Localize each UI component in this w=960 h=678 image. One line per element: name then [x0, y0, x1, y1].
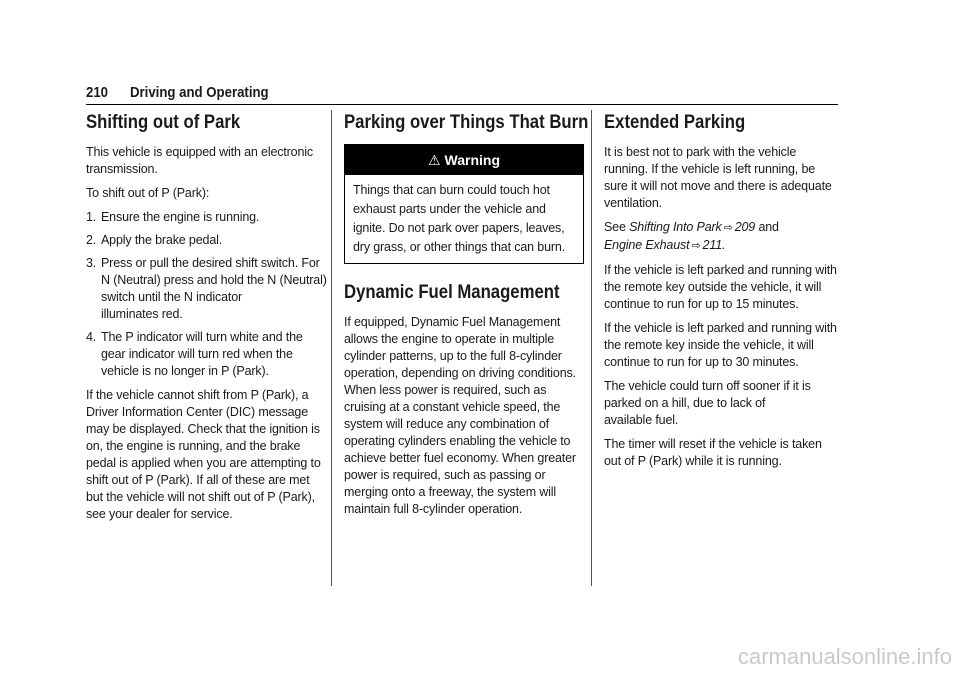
- text-line: This vehicle is equipped with an electronic: [86, 145, 314, 159]
- text-line: Press or pull the desired shift switch. For: [101, 256, 320, 270]
- dic-paragraph: [86, 387, 326, 523]
- text-line: sure it will not move and there is adequate: [604, 179, 832, 193]
- text-line: N (Neutral) press and hold the N (Neutral): [101, 273, 327, 287]
- text-line: pedal is applied when you are attempting to: [86, 456, 321, 470]
- heading-shifting-out-of-park: Shifting out of Park: [86, 112, 241, 133]
- heading-parking-over-things: Parking over Things That Burn: [344, 112, 589, 133]
- text-line: switch until the N indicator: [101, 290, 243, 304]
- text-line: If equipped, Dynamic Fuel Management: [344, 315, 561, 329]
- page-header: [86, 84, 838, 105]
- text-line: illuminates red.: [101, 307, 183, 321]
- text-line: If the vehicle is left parked and running with: [604, 263, 837, 277]
- text-line: merging onto a freeway, the system will: [344, 485, 557, 499]
- text-line: It is best not to park with the vehicle: [604, 145, 797, 159]
- cross-reference-paragraph: [604, 219, 844, 255]
- link-engine-exhaust[interactable]: Engine Exhaust: [604, 238, 690, 252]
- text-line: running. If the vehicle is left running, be: [604, 162, 816, 176]
- paragraph: [604, 378, 844, 429]
- text-line: [604, 219, 844, 237]
- text-line: Ensure the engine is running.: [101, 210, 260, 224]
- text-line: The timer will reset if the vehicle is taken: [604, 437, 822, 451]
- heading-dynamic-fuel-management: Dynamic Fuel Management: [344, 282, 560, 303]
- paragraph: [604, 144, 844, 212]
- text-line: the remote key inside the vehicle, it will: [604, 338, 814, 352]
- list-item: [86, 232, 326, 249]
- page-ref[interactable]: 211.: [702, 238, 726, 252]
- text-line: parked on a hill, due to lack of: [604, 396, 766, 410]
- intro-paragraph: [86, 144, 326, 178]
- text-line: operation, depending on driving conditions.: [344, 366, 576, 380]
- text-line: The vehicle could turn off sooner if it is: [604, 379, 811, 393]
- column-divider: [331, 110, 332, 586]
- column-divider: [591, 110, 592, 586]
- arrow-icon: ⇨: [691, 240, 701, 252]
- list-item: [86, 255, 326, 323]
- text-line: ignite. Do not park over papers, leaves,: [353, 221, 565, 235]
- text-line: shift out of P (Park). If all of these are met: [86, 473, 310, 487]
- text-line: continue to run for up to 30 minutes.: [604, 355, 799, 369]
- arrow-icon: ⇨: [723, 222, 733, 234]
- text-line: system will reduce any combination of: [344, 417, 549, 431]
- text-line: out of P (Park) while it is running.: [604, 454, 782, 468]
- warning-box: [344, 144, 584, 264]
- text-line: If the vehicle cannot shift from P (Park), a: [86, 388, 309, 402]
- section-title: Driving and Operating: [130, 84, 269, 101]
- text-line: vehicle is no longer in P (Park).: [101, 364, 269, 378]
- watermark: carmanualsonline.info: [737, 644, 952, 669]
- text-line: Things that can burn could touch hot: [353, 183, 550, 197]
- steps-list: [86, 209, 326, 380]
- dfm-paragraph: [344, 314, 584, 518]
- text-line: but the vehicle will not shift out of P (Park),: [86, 490, 315, 504]
- text-line: continue to run for up to 15 minutes.: [604, 297, 799, 311]
- step-number: 1.: [86, 210, 97, 224]
- text-line: transmission.: [86, 162, 158, 176]
- link-shifting-into-park[interactable]: Shifting Into Park: [629, 220, 722, 234]
- text-line: dry grass, or other things that can burn.: [353, 240, 566, 254]
- paragraph: [604, 436, 844, 470]
- text-line: Driver Information Center (DIC) message: [86, 405, 308, 419]
- text-line: When less power is required, such as: [344, 383, 547, 397]
- text-line: allows the engine to operate in multiple: [344, 332, 555, 346]
- column-parking: [344, 110, 589, 525]
- text-line: achieve better fuel economy. When greater: [344, 451, 576, 465]
- text-line: If the vehicle is left parked and running with: [604, 321, 837, 335]
- and-text: and: [758, 220, 779, 234]
- page-ref[interactable]: 209: [734, 220, 756, 234]
- text-line: the remote key outside the vehicle, it will: [604, 280, 822, 294]
- text-line: ventilation.: [604, 196, 662, 210]
- see-text: See: [604, 220, 626, 234]
- text-line: maintain full 8-cylinder operation.: [344, 502, 523, 516]
- text-line: cruising at a constant vehicle speed, the: [344, 400, 561, 414]
- text-line: power is required, such as passing or: [344, 468, 546, 482]
- warning-text: [345, 175, 583, 263]
- text-line: operating cylinders enabling the vehicle to: [344, 434, 571, 448]
- heading-extended-parking: Extended Parking: [604, 112, 746, 133]
- text-line: gear indicator will turn red when the: [101, 347, 293, 361]
- text-line: To shift out of P (Park):: [86, 186, 210, 200]
- column-shifting: [86, 110, 326, 530]
- text-line: on, the engine is running, and the brake: [86, 439, 301, 453]
- text-line: see your dealer for service.: [86, 507, 233, 521]
- text-line: available fuel.: [604, 413, 679, 427]
- text-line: may be displayed. Check that the ignition is: [86, 422, 320, 436]
- text-line: [604, 237, 844, 255]
- text-line: cylinder patterns, up to the full 8-cylinder: [344, 349, 562, 363]
- steps-lead: [86, 185, 326, 202]
- paragraph: [604, 320, 844, 371]
- step-number: 3.: [86, 256, 97, 270]
- text-line: Apply the brake pedal.: [101, 233, 223, 247]
- text-line: The P indicator will turn white and the: [101, 330, 303, 344]
- step-number: 4.: [86, 330, 97, 344]
- warning-icon: ⚠: [427, 152, 441, 168]
- list-item: [86, 209, 326, 226]
- warning-label: Warning: [444, 152, 501, 168]
- warning-header: [345, 145, 583, 175]
- page-number: 210: [86, 84, 109, 101]
- step-number: 2.: [86, 233, 97, 247]
- text-line: exhaust parts under the vehicle and: [353, 202, 546, 216]
- paragraph: [604, 262, 844, 313]
- column-extended-parking: [604, 110, 844, 477]
- list-item: [86, 329, 326, 380]
